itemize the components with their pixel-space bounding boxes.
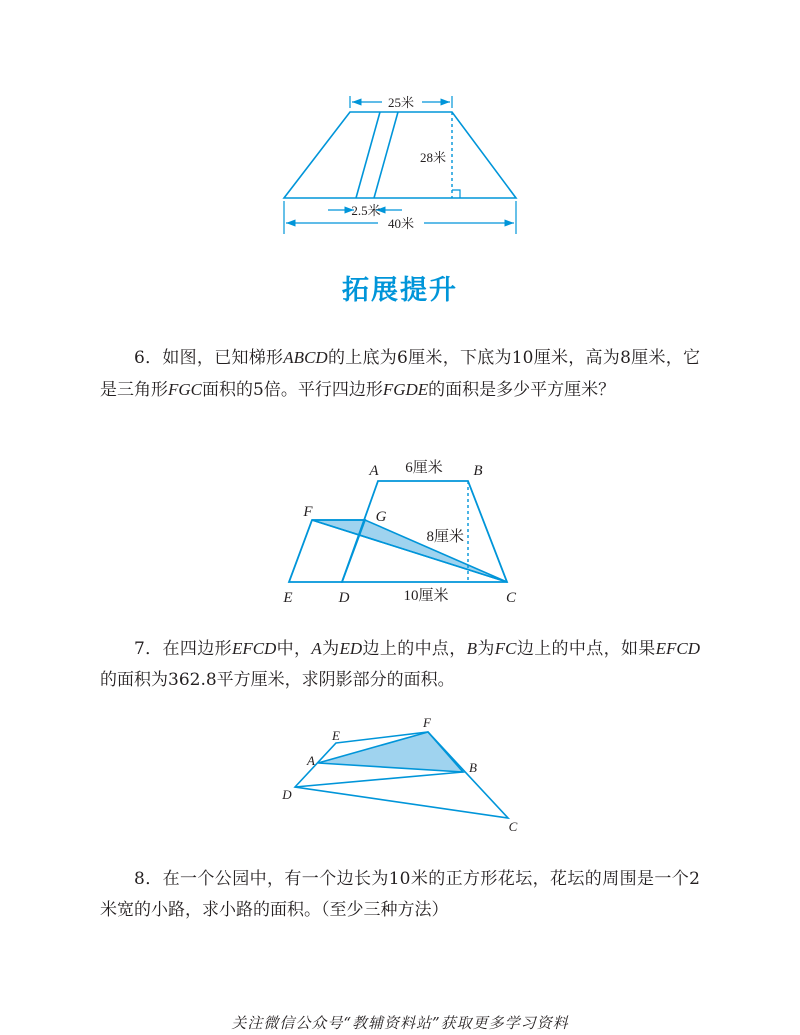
label-b: B: [473, 463, 483, 479]
label-c: C: [508, 819, 518, 834]
label-a: A: [369, 463, 379, 479]
top-length-label: 25米: [387, 95, 415, 110]
path-edge-right: [374, 112, 398, 198]
label-g: G: [375, 509, 387, 525]
figure-7-quadrilateral: [278, 712, 528, 837]
section-title: 拓展提升: [342, 275, 458, 306]
segment-db: [295, 772, 463, 787]
path-width-label: 2.5米: [351, 203, 381, 218]
label-height: 8厘米: [426, 529, 464, 545]
height-label: 28米: [419, 150, 446, 165]
label-f: F: [303, 504, 313, 520]
bottom-length-label: 40米: [387, 216, 415, 231]
label-d: D: [282, 787, 292, 802]
trapezoid-path-figure: [270, 88, 530, 238]
trapezoid-shape: [284, 112, 516, 198]
label-top-length: 6厘米: [405, 460, 443, 476]
problem-8-text: 8．在一个公园中，有一个边长为10米的正方形花坛，花坛的周围是一个2米宽的小路，求小路的面积。（至少三种方法）: [100, 869, 700, 920]
problem-7-text: 7．在四边形EFCD中，A为ED边上的中点，B为FC边上的中点，如果EFCD的面积为362.8平方厘米，求阴影部分的面积。: [100, 639, 701, 690]
footer-promo: 关注微信公众号“教辅资料站”获取更多学习资料: [231, 1014, 569, 1032]
figure-6-trapezoid: [278, 455, 528, 610]
label-f: F: [423, 715, 431, 730]
label-bottom-length: 10厘米: [403, 588, 449, 604]
label-d: D: [338, 590, 350, 606]
segment-fc: [312, 520, 507, 582]
label-e: E: [332, 728, 340, 743]
path-edge-left: [356, 112, 380, 198]
label-c: C: [505, 590, 517, 606]
label-b: B: [469, 760, 477, 775]
right-angle-mark: [452, 190, 460, 198]
label-e: E: [283, 590, 293, 606]
label-a: A: [307, 753, 315, 768]
problem-6-text: 6．如图，已知梯形ABCD的上底为6厘米，下底为10厘米，高为8厘米，它是三角形FGC面积的5倍。平行四边形FGDE的面积是多少平方厘米？: [100, 348, 700, 400]
